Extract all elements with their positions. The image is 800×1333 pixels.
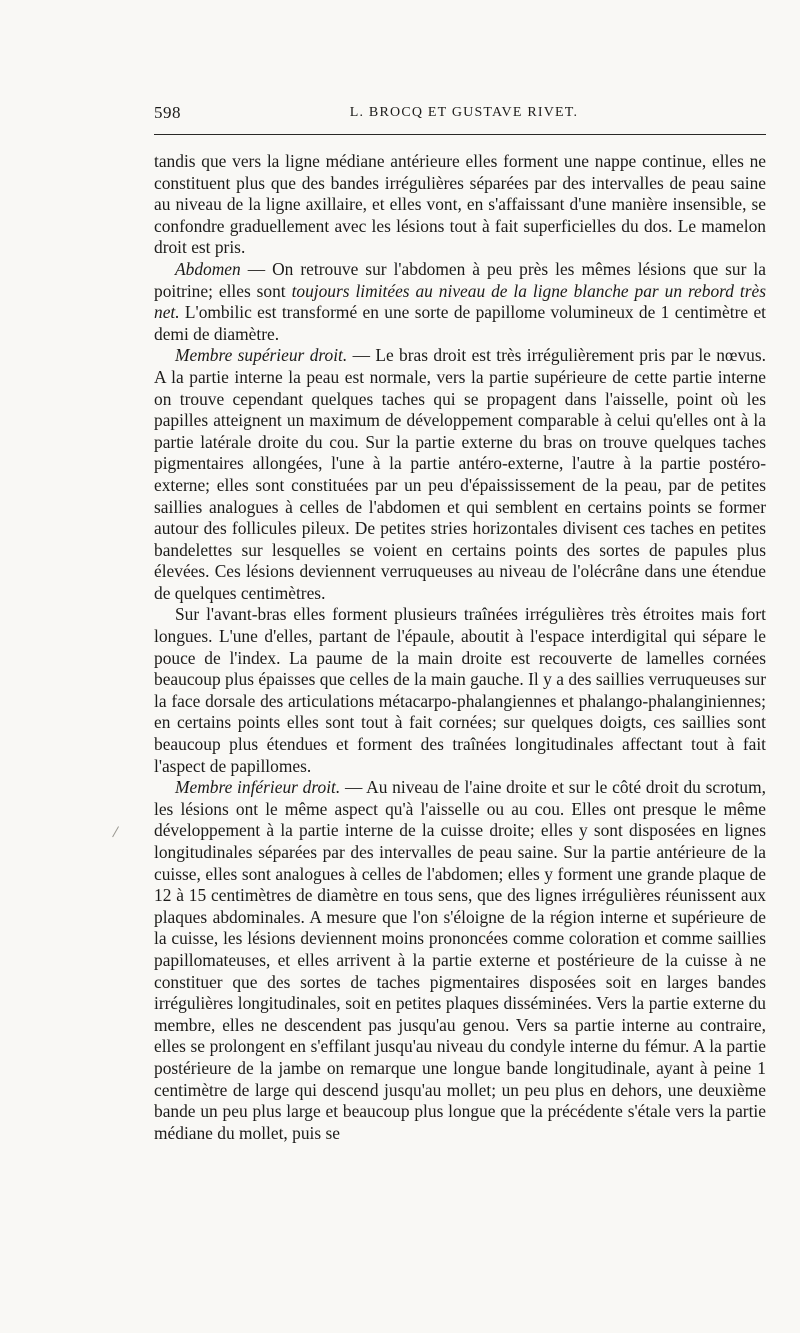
paragraph-text: L'ombilic est transformé en une sorte de papillome volumineux de 1 centimètre et demi de diamètre. xyxy=(154,302,766,344)
paragraph-text: tandis que vers la ligne médiane antérieure elles forment une nappe continue, elles ne constituent plus que des bandes irrégulières séparées par des intervalles de peau saine au niveau de la ligne axillaire, et elles vont, en s'affaissant d'une manière insensible, se confondre graduellement avec les lésions tout à fait superficielles du dos. Le mamelon droit est pris. xyxy=(154,151,766,258)
page-header xyxy=(154,103,766,127)
running-head: L. BROCQ ET GUSTAVE RIVET. xyxy=(349,105,579,120)
margin-mark xyxy=(112,826,120,837)
body-text xyxy=(154,151,766,1144)
section-heading-upper-limb: Membre supérieur droit. xyxy=(175,345,348,366)
page-number: 598 xyxy=(154,103,181,122)
paragraph-abdomen xyxy=(154,259,766,345)
paragraph-text: — Le bras droit est très irrégulièrement pris par le nœvus. A la partie interne la peau est normale, vers la partie supérieure de cette partie interne on trouve cependant quelques taches qui se propagent dans l'aisselle, point où les papilles atteignent un maximum de développement comparable à celui qu'elles ont à la partie latérale droite du cou. Sur la partie externe du bras on trouve quelques taches pigmentaires allongées, l'une à la partie antéro-externe, l'autre à la partie postéro-externe; elles sont constituées par un peu d'épaississement de la peau, par de petites saillies analogues à celles de l'abdomen et qui semblent en certains points se former autour des follicules pileux. De petites stries horizontales divisent ces taches en petites bandelettes sur lesquelles se voient en certains points des sortes de papules plus élevées. Ces lésions deviennent verruqueuses au niveau de l'olécrâne dans une étendue de quelques centimètres. xyxy=(154,345,766,603)
paragraph-forearm xyxy=(154,604,766,777)
header-rule xyxy=(154,134,766,135)
emphasized-text: toujours limitées au niveau de la ligne blanche par un rebord très net. xyxy=(154,280,766,323)
section-heading-lower-limb: Membre inférieur droit. xyxy=(175,777,341,798)
paragraph-text: — On retrouve sur l'abdomen à peu près les mêmes lésions que sur la poitrine; elles sont xyxy=(154,258,766,301)
paragraph-upper-limb xyxy=(154,345,766,604)
section-heading-abdomen: Abdomen xyxy=(175,258,241,279)
paragraph-text: Sur l'avant-bras elles forment plusieurs traînées irrégulières très étroites mais fort longues. L'une d'elles, partant de l'épaule, aboutit à l'espace interdigital qui sépare le pouce de l'index. La paume de la main droite est recouverte de lamelles cornées beaucoup plus épaisses que celles de la main gauche. Il y a des saillies verruqueuses sur la face dorsale des articulations métacarpo-phalangiennes et phalango-phalanginiennes; en certains points elles sont tout à fait cornées; sur quelques doigts, ces saillies sont beaucoup plus étendues et forment des traînées longitudinales affectant tout à fait l'aspect de papillomes. xyxy=(154,604,766,776)
paragraph-lower-limb xyxy=(154,777,766,1144)
paragraph-continuation xyxy=(154,151,766,259)
paragraph-text: — Au niveau de l'aine droite et sur le côté droit du scrotum, les lésions ont le même aspect qu'à l'aisselle ou au cou. Elles ont presque le même développement à la partie interne de la cuisse droite; elles y sont disposées en lignes longitudinales séparées par des intervalles de peau saine. Sur la partie antérieure de la cuisse, elles sont analogues à celles de l'abdomen; elles y forment une grande plaque de 12 à 15 centimètres de diamètre en tous sens, que des lignes irrégulières réunissent aux plaques abdominales. A mesure que l'on s'éloigne de la région interne et supérieure de la cuisse, les lésions deviennent moins prononcées comme coloration et comme saillies papillomateuses, et elles arrivent à la partie externe et postérieure de la cuisse à ne constituer que des sortes de taches pigmentaires disposées soit en larges bandes irrégulières longitudinales, soit en petites plaques disséminées. Vers la partie externe du membre, elles ne descendent pas jusqu'au genou. Vers sa partie interne au contraire, elles se prolongent en s'effilant jusqu'au niveau du condyle interne du fémur. A la partie postérieure de la jambe on remarque une longue bande longitudinale, ayant à peine 1 centimètre de large qui descend jusqu'au mollet; un peu plus en dehors, une deuxième bande un peu plus large et beaucoup plus longue que la précédente s'étale vers la partie médiane du mollet, puis se xyxy=(154,777,766,1143)
